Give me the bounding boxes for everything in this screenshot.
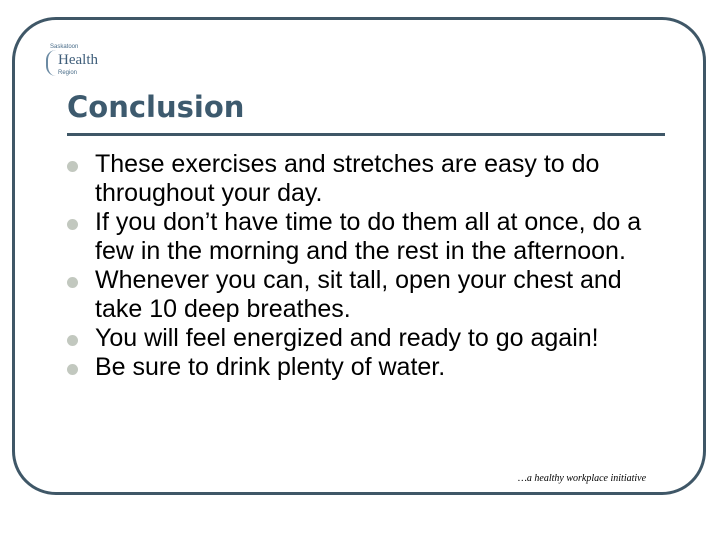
- bullet-text: Whenever you can, sit tall, open your chest and take 10 deep breathes.: [95, 266, 622, 323]
- bullet-item: [66, 353, 666, 382]
- footer-tagline: …a healthy workplace initiative: [518, 473, 647, 484]
- bullet-dot-icon: [67, 364, 78, 375]
- logo-line1: Saskatoon: [50, 44, 79, 50]
- slide-title: Conclusion: [67, 90, 245, 124]
- bullet-item: [66, 266, 666, 324]
- bullet-dot-icon: [67, 335, 78, 346]
- bullet-dot-icon: [67, 277, 78, 288]
- bullet-text: You will feel energized and ready to go again!: [95, 324, 599, 352]
- bullet-text: If you don’t have time to do them all at once, do a few in the morning and the rest in the afternoon.: [95, 208, 642, 265]
- logo-line3: Region: [58, 70, 78, 76]
- title-divider: [67, 133, 665, 136]
- bullet-item: [66, 208, 666, 266]
- bullet-list: [66, 150, 666, 382]
- bullet-dot-icon: [67, 219, 78, 230]
- bullet-item: [66, 150, 666, 208]
- bullet-item: [66, 324, 666, 353]
- logo-main-text: Health: [58, 52, 98, 68]
- logo-arc: [46, 50, 58, 76]
- bullet-dot-icon: [67, 161, 78, 172]
- bullet-text: These exercises and stretches are easy to do throughout your day.: [95, 150, 600, 207]
- organization-logo: [44, 42, 98, 82]
- bullet-text: Be sure to drink plenty of water.: [95, 353, 446, 381]
